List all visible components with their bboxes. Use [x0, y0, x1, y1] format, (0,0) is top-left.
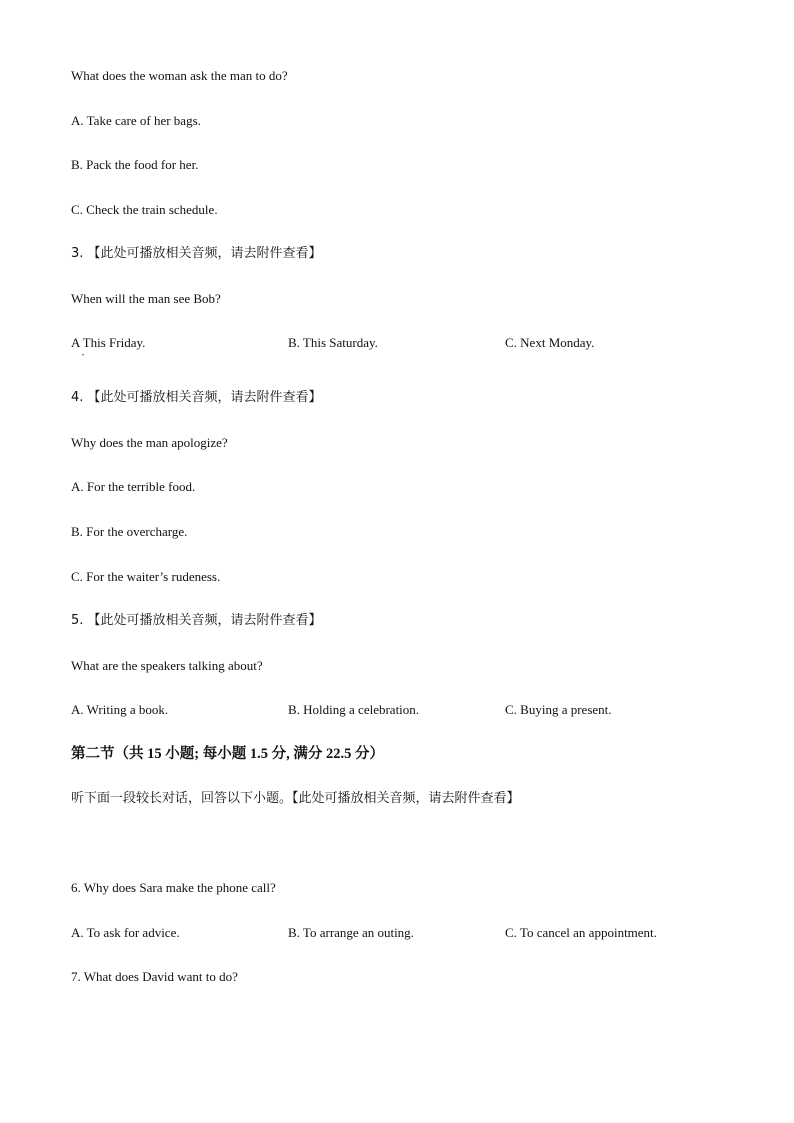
q4-audio-header: 4. 【此处可播放相关音频，请去附件查看】	[71, 390, 322, 405]
q4-option-b: B. For the overcharge.	[71, 524, 188, 539]
q2-option-a: A. Take care of her bags.	[71, 113, 201, 128]
q5-option-b: B. Holding a celebration.	[288, 702, 420, 717]
q5-audio-header: 5. 【此处可播放相关音频，请去附件查看】	[71, 613, 322, 628]
section2-title: 第二节（共 15 小题; 每小题 1.5 分, 满分 22.5 分）	[71, 746, 384, 762]
q4-option-a: A. For the terrible food.	[71, 479, 196, 494]
q7-question: 7. What does David want to do?	[71, 969, 238, 984]
q2-question: What does the woman ask the man to do?	[71, 68, 288, 83]
q2-option-c: C. Check the train schedule.	[71, 202, 218, 217]
q3-option-b: B. This Saturday.	[288, 335, 378, 350]
q4-question: Why does the man apologize?	[71, 435, 228, 450]
stray-dot: •	[82, 353, 85, 359]
q3-option-a: A This Friday.	[71, 335, 146, 350]
q2-option-b: B. Pack the food for her.	[71, 157, 199, 172]
q3-audio-header: 3. 【此处可播放相关音频，请去附件查看】	[71, 246, 322, 261]
q3-question: When will the man see Bob?	[71, 291, 221, 306]
q5-option-a: A. Writing a book.	[71, 702, 169, 717]
section2-instruction: 听下面一段较长对话，回答以下小题。【此处可播放相关音频，请去附件查看】	[71, 791, 520, 806]
q4-option-c: C. For the waiter’s rudeness.	[71, 569, 221, 584]
q6-option-a: A. To ask for advice.	[71, 925, 180, 940]
q6-option-c: C. To cancel an appointment.	[505, 925, 657, 940]
q5-option-c: C. Buying a present.	[505, 702, 612, 717]
q6-question: 6. Why does Sara make the phone call?	[71, 880, 276, 895]
q5-question: What are the speakers talking about?	[71, 658, 263, 673]
q3-option-c: C. Next Monday.	[505, 335, 595, 350]
q6-option-b: B. To arrange an outing.	[288, 925, 414, 940]
